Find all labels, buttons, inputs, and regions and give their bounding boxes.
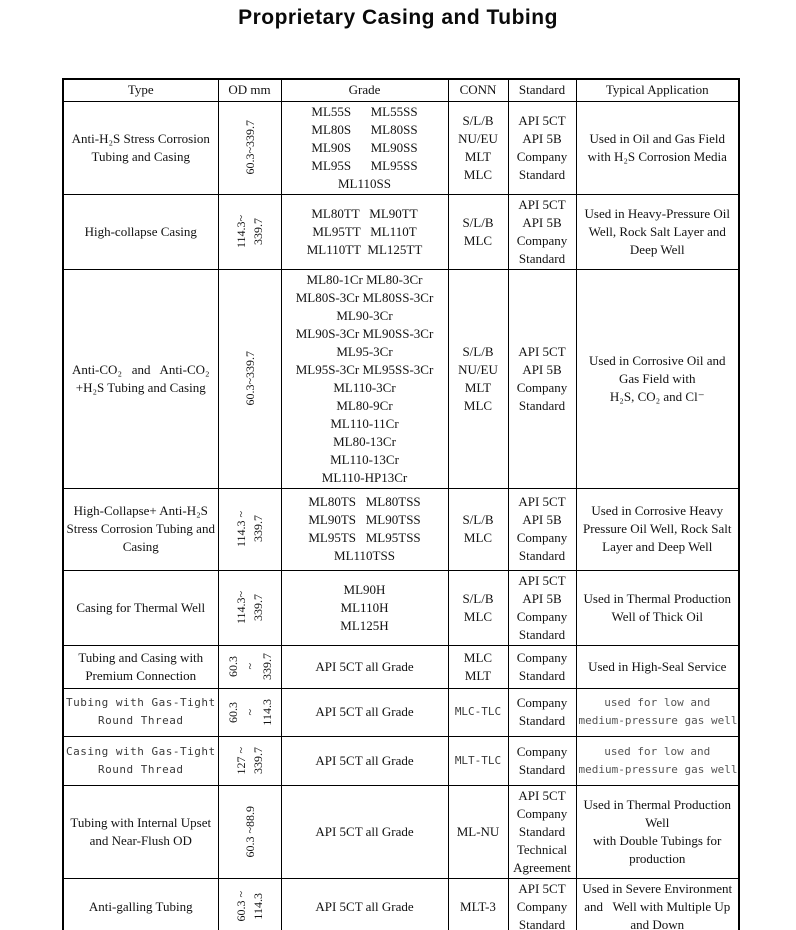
conn-cell [448,194,508,269]
standard-cell-line: API 5B [522,130,562,146]
conn-cell-line: MLC [463,649,493,665]
type-cell-line: Tubing with Gas-Tight [66,696,216,709]
standard-cell [508,688,576,736]
od-range-vertical-text: ~ [242,663,257,670]
typical-application-cell-line: Used in Oil and Gas Field [589,130,725,146]
grade-cell-line: API 5CT all Grade [315,752,414,768]
type-cell-line: and Near-Flush OD [89,832,192,848]
table-row [63,570,739,645]
conn-cell [448,570,508,645]
od-range-vertical-text: 339.7 [251,515,265,543]
table-row [63,269,739,488]
od-range-wrap [221,215,279,248]
type-cell [63,878,218,930]
grade-cell [281,785,448,878]
od-range-cell [218,785,281,878]
grade-cell-line: ML90H [343,581,386,597]
type-cell [63,101,218,194]
conn-cell-line: MLC [463,608,493,624]
grade-cell-line: ML95TT ML110T [312,223,417,239]
table-row [63,194,739,269]
standard-cell-line: API 5CT [518,112,566,128]
typical-application-cell [576,785,739,878]
grade-cell [281,194,448,269]
grade-cell-line: ML90S ML90SS [311,139,418,155]
standard-cell-line: API 5B [522,214,562,230]
grade-cell-line: ML90TS ML90TSS [308,512,421,527]
grade-cell-line: ML55S ML55SS [311,103,418,119]
grade-cell-line: API 5CT all Grade [315,658,414,674]
od-range-cell [218,688,281,736]
column-header-conn: CONN [448,79,508,101]
standard-cell-line: API 5B [522,361,562,377]
typical-application-cell [576,269,739,488]
typical-application-cell [576,736,739,785]
standard-cell-line: Technical [516,841,568,857]
grade-cell-line: ML110-HP13Cr [321,469,408,485]
grade-cell-line: ML90-3Cr [336,307,393,323]
standard-cell-line: Company [516,530,568,545]
od-range-cell [218,194,281,269]
grade-cell [281,645,448,688]
standard-cell-line: API 5CT [518,196,566,212]
type-cell-line: High-Collapse+ Anti-H₂S [73,503,208,518]
od-range-vertical-text: 60.3 ~88.9 [242,805,257,858]
od-range-vertical-text: 60.3~339.7 [242,120,257,175]
type-cell-line: Casing for Thermal Well [76,599,206,615]
conn-cell-line: MLT-3 [460,898,496,914]
standard-cell-line: Company [516,898,568,914]
standard-cell-line: Standard [518,166,566,182]
grade-cell [281,570,448,645]
conn-cell [448,488,508,570]
standard-cell-line: Company [516,649,568,665]
standard-cell-line: Standard [518,397,566,413]
od-range-cell [218,736,281,785]
od-range-vertical-text: 60.3 [225,701,240,723]
standard-cell-line: API 5CT [518,880,566,896]
type-cell-line: Stress Corrosion Tubing and [66,521,215,536]
type-cell [63,736,218,785]
standard-cell-line: API 5B [522,512,562,527]
od-range-vertical-text: 60.3~339.7 [242,351,257,406]
standard-cell-line: API 5CT [518,343,566,359]
type-cell-line: Casing with Gas-Tight [66,744,216,758]
conn-cell [448,688,508,736]
od-range-vertical-text: 114.3~ [234,590,248,625]
type-cell [63,688,218,736]
od-range-wrap [221,653,279,680]
conn-cell-line: MLC [463,166,493,182]
od-range-vertical-text: 114.3~ [234,214,248,249]
od-range-cell [218,570,281,645]
grade-cell-line: ML80S-3Cr ML80SS-3Cr [295,289,434,305]
standard-cell [508,488,576,570]
conn-cell-line: S/L/B [462,590,494,606]
typical-application-cell-line: Used in Thermal Production [583,796,731,812]
standard-cell [508,878,576,930]
typical-application-cell-line: Used in Corrosive Heavy [591,503,724,518]
od-range-vertical-text: 114.3 ~ [234,510,248,548]
grade-cell [281,688,448,736]
grade-cell-line: ML80-1Cr ML80-3Cr [306,271,423,287]
type-cell-line: Tubing and Casing with [78,649,204,665]
od-range-wrap [221,891,279,922]
typical-application-cell-line: medium-pressure gas well [578,762,738,776]
standard-cell-line: Standard [518,823,566,839]
typical-application-cell [576,570,739,645]
typical-application-cell [576,101,739,194]
standard-cell-line: Standard [518,761,566,777]
standard-cell-line: API 5B [522,590,562,606]
grade-cell-line: API 5CT all Grade [315,823,414,839]
standard-cell-line: Company [516,379,568,395]
standard-cell [508,269,576,488]
standard-cell-line: Standard [518,916,566,930]
table-row [63,688,739,736]
table-row [63,488,739,570]
table-row [63,878,739,930]
type-cell [63,194,218,269]
grade-cell-line: ML80S ML80SS [311,121,418,137]
conn-cell-line: MLT [464,667,492,683]
standard-cell-line: Standard [518,626,566,642]
grade-cell-line: ML95S ML95SS [311,157,418,173]
od-range-vertical-text: 60.3 [225,656,240,677]
od-range-vertical-text: 339.7 [259,653,274,680]
grade-cell-line: API 5CT all Grade [315,898,414,914]
standard-cell-line: Company [516,743,568,759]
grade-cell [281,878,448,930]
grade-cell-line: ML95-3Cr [336,343,393,359]
od-range-vertical-text: 114.3 [251,893,265,920]
od-range-cell [218,878,281,930]
od-range-vertical-text: 114.3 [259,698,274,726]
typical-application-cell-line: and Down [630,916,685,930]
column-header-typical-application: Typical Application [576,79,739,101]
typical-application-cell [576,878,739,930]
conn-cell [448,269,508,488]
typical-application-cell [576,488,739,570]
grade-cell-line: ML110-11Cr [330,415,399,431]
od-range-wrap [221,747,279,775]
conn-cell-line: MLC [463,530,493,545]
table-row [63,101,739,194]
typical-application-cell-line: Well of Thick Oil [611,608,703,624]
table-body [63,101,739,930]
conn-cell [448,785,508,878]
type-cell-line: Round Thread [98,714,184,727]
typical-application-cell-line: Well [645,814,670,830]
grade-cell [281,736,448,785]
typical-application-cell-line: medium-pressure gas well [578,714,738,727]
type-cell-line: Tubing with Internal Upset [70,814,212,830]
standard-cell [508,194,576,269]
standard-cell-line: Company [516,232,568,248]
type-cell-line: Premium Connection [85,667,197,683]
od-range-cell [218,645,281,688]
standard-cell-line: Company [516,608,568,624]
od-range-vertical-text: 339.7 [251,747,265,774]
conn-cell-line: ML-NU [456,823,500,839]
conn-cell-line: S/L/B [462,112,494,128]
conn-cell [448,736,508,785]
od-range-wrap [221,351,279,406]
conn-cell-line: S/L/B [462,343,494,359]
type-cell [63,570,218,645]
typical-application-cell-line: Deep Well [629,241,685,257]
column-header-standard: Standard [508,79,576,101]
grade-cell-line: ML80TT ML90TT [311,205,418,221]
grade-cell-line: ML110TSS [334,548,395,563]
grade-cell-line: ML90S-3Cr ML90SS-3Cr [295,325,434,341]
typical-application-cell-line: Pressure Oil Well, Rock Salt [582,521,732,536]
grade-cell-line: ML110TT ML125TT [306,241,423,257]
typical-application-cell-line: Layer and Deep Well [602,539,713,554]
standard-cell-line: Standard [518,713,566,728]
grade-cell-line: ML95TS ML95TSS [308,530,421,545]
type-cell-line: Casing [122,539,159,554]
table-header [63,79,739,101]
standard-cell [508,645,576,688]
grade-cell [281,101,448,194]
standard-cell [508,736,576,785]
typical-application-cell-line: used for low and [604,744,711,758]
standard-cell-line: Standard [518,667,566,683]
grade-cell-line: ML110-3Cr [333,379,396,395]
od-range-vertical-text: ~ [242,708,257,716]
standard-cell [508,570,576,645]
conn-cell-line: MLC-TLC [454,705,502,718]
typical-application-cell [576,645,739,688]
grade-cell-line: API 5CT all Grade [315,704,414,719]
conn-cell [448,101,508,194]
conn-cell [448,645,508,688]
standard-cell-line: Agreement [513,859,571,875]
table-row [63,785,739,878]
od-range-cell [218,488,281,570]
conn-cell-line: MLC [463,397,493,413]
proprietary-casing-tubing-table [62,78,740,930]
od-range-cell [218,101,281,194]
grade-cell-line: ML80-9Cr [336,397,393,413]
od-range-vertical-text: 339.7 [251,593,265,621]
type-cell-line: Anti-CO₂ and Anti-CO₂ [71,361,210,377]
typical-application-cell [576,688,739,736]
grade-cell-line: ML95S-3Cr ML95SS-3Cr [295,361,434,377]
typical-application-cell-line: Well, Rock Salt Layer and [588,223,726,239]
typical-application-cell-line: with H₂S Corrosion Media [587,148,727,164]
grade-cell [281,488,448,570]
page-title: Proprietary Casing and Tubing [238,6,558,29]
table-row [63,645,739,688]
grade-cell-line: ML80-13Cr [333,433,396,449]
od-range-wrap [221,699,279,726]
od-range-vertical-text: 60.3 ~ [234,891,248,922]
typical-application-cell-line: H₂S, CO₂ and Cl⁻ [609,388,705,404]
typical-application-cell-line: used for low and [604,696,711,709]
typical-application-cell-line: Used in Thermal Production [583,590,731,606]
standard-cell-line: API 5CT [518,572,566,588]
conn-cell-line: NU/EU [458,130,498,146]
grade-cell-line: ML110-13Cr [330,451,399,467]
type-cell-line: Round Thread [98,762,184,776]
standard-cell [508,785,576,878]
grade-cell-line: ML110H [340,599,389,615]
conn-cell-line: S/L/B [462,214,494,230]
od-range-wrap [221,511,279,547]
type-cell [63,645,218,688]
type-cell [63,269,218,488]
grade-cell-line: ML125H [340,617,389,633]
column-header-type: Type [63,79,218,101]
conn-cell-line: NU/EU [458,361,498,377]
standard-cell-line: API 5CT [518,494,566,509]
conn-cell-line: MLT [464,379,492,395]
conn-cell [448,878,508,930]
grade-cell [281,269,448,488]
type-cell-line: Anti-galling Tubing [88,898,193,914]
conn-cell-line: MLT-TLC [454,753,502,767]
standard-cell [508,101,576,194]
typical-application-cell-line: Gas Field with [618,370,696,386]
standard-cell-line: Standard [518,548,566,563]
header-row [63,79,739,101]
typical-application-cell [576,194,739,269]
od-range-wrap [221,806,279,858]
standard-cell-line: Company [516,148,568,164]
typical-application-cell-line: production [629,850,686,866]
standard-cell-line: Company [516,805,568,821]
grade-cell-line: ML110SS [338,175,391,191]
conn-cell-line: MLT [464,148,492,164]
od-range-wrap [221,591,279,624]
od-range-wrap [221,120,279,175]
standard-cell-line: API 5CT [518,787,566,803]
od-range-vertical-text: 339.7 [251,217,265,245]
od-range-cell [218,269,281,488]
typical-application-cell-line: Used in Severe Environment [582,880,733,896]
conn-cell-line: S/L/B [462,512,494,527]
conn-cell-line: MLC [463,232,493,248]
type-cell [63,488,218,570]
od-range-vertical-text: 127 ~ [234,746,248,775]
grade-cell-line: ML80TS ML80TSS [308,494,421,509]
typical-application-cell-line: and Well with Multiple Up [584,898,731,914]
typical-application-cell-line: with Double Tubings for [593,832,722,848]
standard-cell-line: Company [516,695,568,710]
typical-application-cell-line: Used in High-Seal Service [588,658,727,674]
column-header-grade: Grade [281,79,448,101]
typical-application-cell-line: Used in Heavy-Pressure Oil [584,205,730,221]
type-cell-line: High-collapse Casing [84,223,197,239]
type-cell-line: +H₂S Tubing and Casing [75,379,206,395]
type-cell [63,785,218,878]
table-row [63,736,739,785]
type-cell-line: Anti-H₂S Stress Corrosion [71,130,210,146]
standard-cell-line: Standard [518,250,566,266]
typical-application-cell-line: Used in Corrosive Oil and [589,352,726,368]
column-header-od: OD mm [218,79,281,101]
type-cell-line: Tubing and Casing [91,148,190,164]
